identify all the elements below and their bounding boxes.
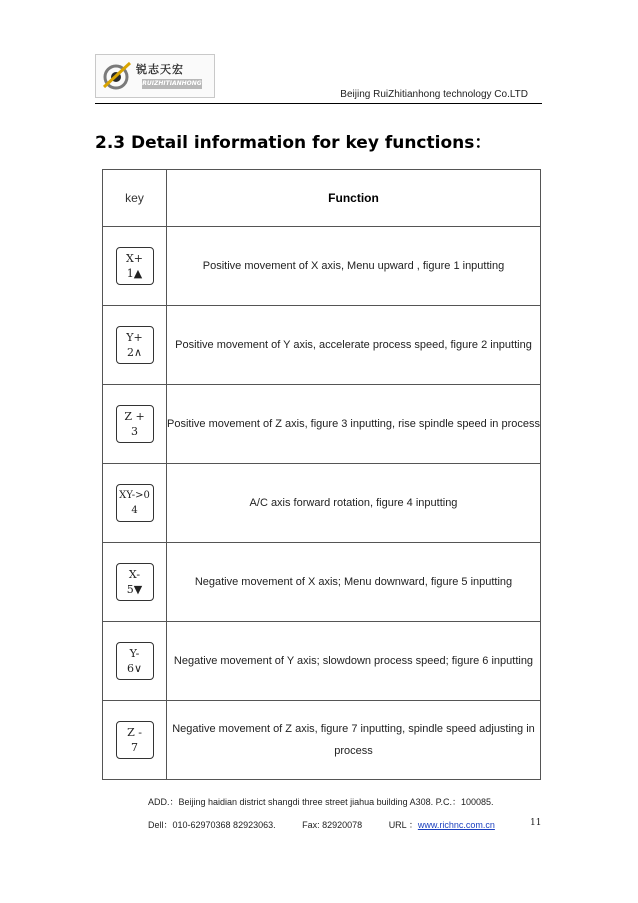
page-number: 11: [530, 818, 542, 828]
keycap-z-plus: [116, 405, 154, 443]
key-function-table: [102, 169, 541, 780]
keycap-bottom-label: 5▼: [126, 583, 143, 596]
footer-fax: Fax: 82920078: [302, 820, 363, 830]
footer-address: ADD.：Beijing haidian district shangdi three street jiahua building A308. P.C.：100085.: [148, 797, 494, 807]
keycap-y-plus: [116, 326, 154, 364]
function-description: Positive movement of Y axis, accelerate process speed, figure 2 inputting: [167, 306, 541, 385]
function-description: Positive movement of X axis, Menu upward , figure 1 inputting: [167, 227, 541, 306]
keycap-top-label: Z +: [124, 410, 145, 423]
table-row: [103, 622, 541, 701]
logo-chinese-text: 锐志天宏: [136, 63, 184, 76]
function-description: Negative movement of Z axis, figure 7 inputting, spindle speed adjusting in process: [167, 701, 541, 780]
keycap-top-label: X-: [128, 568, 141, 581]
keycap-bottom-label: 4: [131, 505, 138, 516]
function-description: Negative movement of X axis; Menu downward, figure 5 inputting: [167, 543, 541, 622]
company-name: Beijing RuiZhitianhong technology Co.LTD: [340, 89, 528, 100]
section-heading: 2.3 Detail information for key functions：: [95, 133, 492, 153]
key-cell: [103, 385, 167, 464]
keycap-top-label: Z -: [127, 726, 142, 739]
keycap-bottom-label: 7: [131, 741, 138, 754]
keycap-bottom-label: 6∨: [126, 662, 143, 675]
function-description: Positive movement of Z axis, figure 3 inputting, rise spindle speed in process: [167, 385, 541, 464]
function-description: A/C axis forward rotation, figure 4 inputting: [167, 464, 541, 543]
key-cell: [103, 464, 167, 543]
key-cell: [103, 306, 167, 385]
keycap-x-minus: [116, 563, 154, 601]
footer-phone: Dell：010-62970368 82923063.: [148, 820, 276, 830]
logo-english-text: RUIZHITIANHONG: [142, 80, 202, 87]
keycap-top-label: X+: [125, 252, 144, 265]
table-row: [103, 385, 541, 464]
keycap-top-label: XY->0: [119, 490, 150, 501]
table-header-row: [103, 170, 541, 227]
keycap-top-label: Y-: [129, 647, 140, 660]
keycap-z-minus: [116, 721, 154, 759]
keycap-bottom-label: 1▲: [126, 267, 143, 280]
footer-contact: [148, 818, 495, 831]
keycap-xy-zero: [116, 484, 154, 522]
column-header-function: Function: [167, 170, 541, 227]
keycap-x-plus: [116, 247, 154, 285]
footer-url-label: URL ：: [388, 820, 418, 830]
column-header-key: key: [103, 170, 167, 227]
keycap-bottom-label: 2∧: [126, 346, 143, 359]
table-row: [103, 227, 541, 306]
key-cell: [103, 227, 167, 306]
keycap-bottom-label: 3: [131, 425, 138, 438]
table-row: [103, 464, 541, 543]
footer-url-link[interactable]: www.richnc.com.cn: [417, 820, 495, 830]
table-row: [103, 306, 541, 385]
function-description: Negative movement of Y axis; slowdown process speed; figure 6 inputting: [167, 622, 541, 701]
keycap-top-label: Y+: [126, 331, 143, 344]
company-logo: [95, 54, 215, 98]
key-cell: [103, 543, 167, 622]
table-row: [103, 701, 541, 780]
header-divider: [95, 103, 542, 104]
keycap-y-minus: [116, 642, 154, 680]
logo-emblem-icon: [96, 55, 136, 97]
key-cell: [103, 622, 167, 701]
table-row: [103, 543, 541, 622]
key-cell: [103, 701, 167, 780]
